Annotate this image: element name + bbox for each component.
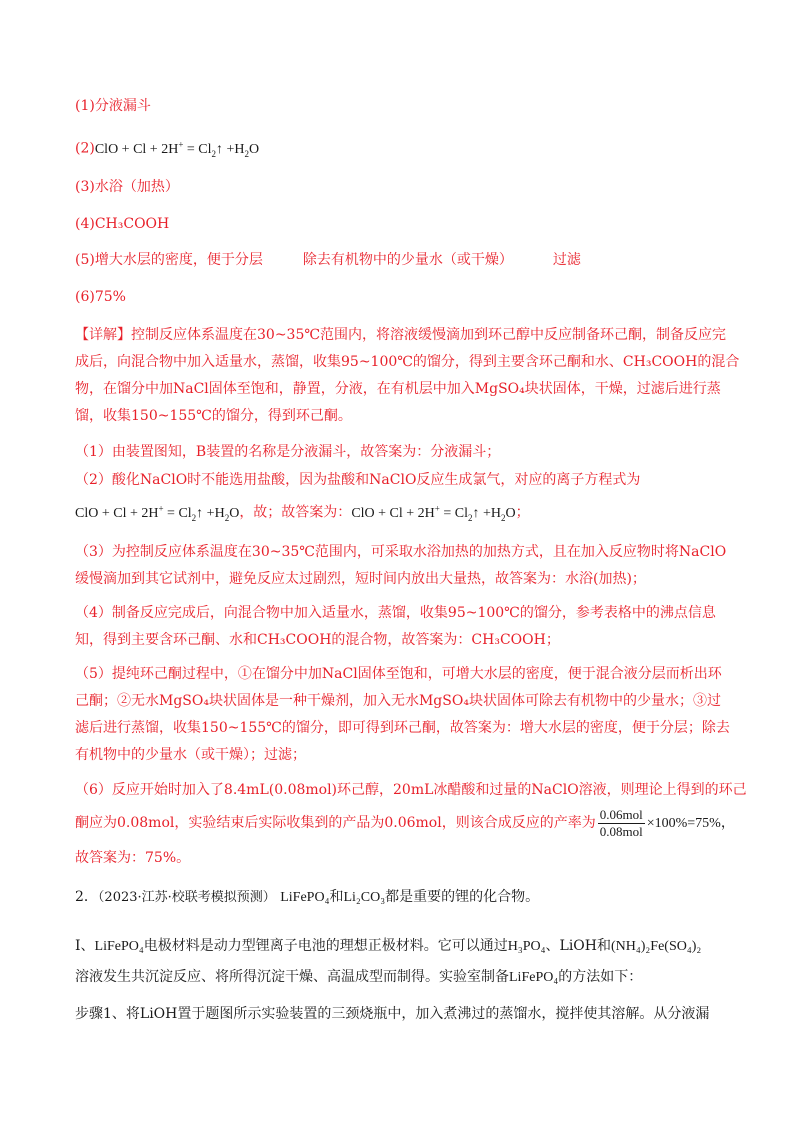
detail-p1-line3: 物，在馏分中加NaCl固体至饱和，静置，分液，在有机层中加入MgSO₄块状固体，干燥，过滤后进行蒸 bbox=[75, 381, 721, 397]
question-2-step1: 步骤1、将LiOH置于题图所示实验装置的三颈烧瓶中，加入煮沸过的蒸馏水，搅拌使其溶解。从分液漏 bbox=[75, 1006, 710, 1022]
question-2-part1-line2: 溶液发生共沉淀反应、将所得沉淀干燥、高温成型而制得。实验室制备LiFePO₄的方法如下： bbox=[75, 969, 643, 985]
question-2-part1-line1: I、LiFePO₄电极材料是动力型锂离子电池的理想正极材料。它可以通过H₃PO₄、LiOH和(NH₄)₂Fe(SO₄)₂ bbox=[75, 938, 702, 954]
detail-p7-line3: 故答案为：75%。 bbox=[75, 850, 191, 866]
detail-p1-line1: 【详解】控制反应体系温度在30~35℃范围内，将溶液缓慢滴加到环己醇中反应制备环己酮，制备反应完 bbox=[75, 327, 727, 343]
ion-equation: ClO + $Cl + 2H^+ = Cl_2↑ +H_2O$ bbox=[94, 139, 260, 159]
detail-p7-line1: （6）反应开始时加入了8.4mL(0.08mol)环己醇，20mL冰醋酸和过量的NaClO溶液，则理论上得到的环己 bbox=[75, 782, 747, 798]
answer-5-part3: 过滤 bbox=[552, 252, 581, 268]
detail-p4-line1: （3）为控制反应体系温度在30~35℃范围内，可采取水浴加热的加热方式，且在加入反应物时将NaClO bbox=[75, 544, 727, 560]
answer-5 bbox=[75, 250, 581, 270]
detail-p2: （1）由装置图知，B装置的名称是分液漏斗，故答案为：分液漏斗； bbox=[75, 444, 501, 460]
detail-p6-line4: 有机物中的少量水（或干燥）；过滤； bbox=[75, 747, 306, 763]
detail-p6-line2: 己酮；②无水MgSO₄块状固体是一种干燥剂，加入无水MgSO₄块状固体可除去有机物中的少量水；③过 bbox=[75, 693, 721, 709]
detail-p5-line2: 知，得到主要含环己酮、水和CH₃COOH的混合物，故答案为：CH₃COOH； bbox=[75, 632, 560, 648]
detail-p3-line2: ClO + $Cl + 2H^+ = Cl_2↑ +H_2O$，故；故答案为：ClO + $Cl + 2H^+ = Cl_2↑ +H_2O$； bbox=[75, 503, 530, 523]
detail-p6-line3: 滤后进行蒸馏，收集150~155℃的馏分，即可得到环己酮，故答案为：增大水层的密度，便于分层；除去 bbox=[75, 720, 730, 736]
ion-equation-2: ClO + $Cl + 2H^+ = Cl_2↑ +H_2O$ bbox=[75, 503, 240, 523]
ion-equation-3: ClO + $Cl + 2H^+ = Cl_2↑ +H_2O$ bbox=[351, 503, 516, 523]
answer-1: (1)分液漏斗 bbox=[75, 98, 151, 114]
question-2-intro: 2．（2023·江苏·校联考模拟预测） LiFePO₄和Li₂CO₃都是重要的锂的化合物。 bbox=[75, 889, 540, 905]
detail-p7-line2: 酮应为0.08mol，实验结束后实际收集到的产品为0.06mol，则该合成反应的产率为 $\frac{\text{0.06mol}}{\text{0.08mol}}$ ×100%=75%， bbox=[75, 806, 735, 839]
detail-p4-line2: 缓慢滴加到其它试剂中，避免反应太过剧烈，短时间内放出大量热，故答案为：水浴(加热)； bbox=[75, 571, 646, 587]
answer-5-part1: (5)增大水层的密度，便于分层 bbox=[75, 252, 263, 268]
answer-2 bbox=[75, 134, 259, 163]
answer-4: (4)CH₃COOH bbox=[75, 216, 170, 232]
detail-p5-line1: （4）制备反应完成后，向混合物中加入适量水，蒸馏，收集95~100℃的馏分，参考表格中的沸点信息 bbox=[75, 605, 716, 621]
answer-6: (6)75% bbox=[75, 289, 126, 305]
detail-p3-line1: （2）酸化NaClO时不能选用盐酸，因为盐酸和NaClO反应生成氯气，对应的离子方程式为 bbox=[75, 472, 641, 488]
question-source: （2023·江苏·校联考模拟预测） bbox=[97, 890, 276, 905]
answer-3: (3)水浴（加热） bbox=[75, 179, 179, 195]
detail-p1-line4: 馏，收集150~155℃的馏分，得到环己酮。 bbox=[75, 408, 352, 424]
answer-2-prefix: (2) bbox=[75, 140, 95, 157]
question-number: 2． bbox=[75, 889, 98, 905]
detail-p6-line1: （5）提纯环己酮过程中，①在馏分中加NaCl固体至饱和，可增大水层的密度，便于混合液分层而析出环 bbox=[75, 666, 722, 682]
yield-fraction: $\frac{\text{0.06mol}}{\text{0.08mol}}$ bbox=[599, 806, 643, 839]
answer-5-part2: 除去有机物中的少量水（或干燥） bbox=[302, 252, 513, 268]
detail-p1-line2: 成后，向混合物中加入适量水，蒸馏，收集95~100℃的馏分，得到主要含环己酮和水、CH₃COOH的混合 bbox=[75, 354, 740, 370]
